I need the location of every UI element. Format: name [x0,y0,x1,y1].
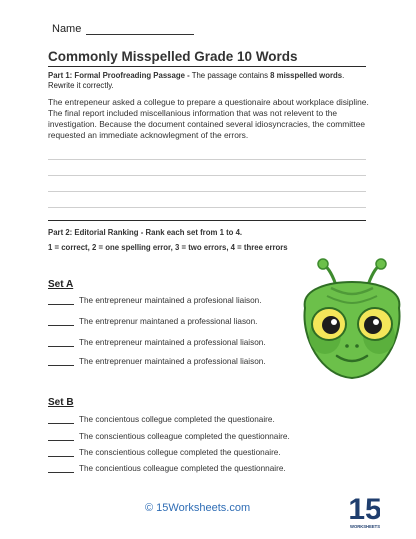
part1-heading-count: 8 misspelled words [270,71,343,80]
rank-blank[interactable] [48,357,74,366]
writing-line[interactable] [48,207,366,208]
set-a-item-text: The entrepreneur maintained a profesional liaison. [79,296,262,305]
writing-line[interactable] [48,159,366,160]
title-divider [48,66,366,67]
set-a-item-text: The entreprenur maintaned a professional liason. [79,317,258,326]
section-divider [48,220,366,221]
rank-blank[interactable] [48,317,74,326]
rank-blank[interactable] [48,432,74,441]
grasshopper-mascot-icon [291,258,413,387]
rank-blank[interactable] [48,415,74,424]
set-a-item-text: The entrepreneur maintained a professional liaison. [79,338,266,347]
set-b-title: Set B [48,397,74,408]
set-a-item [48,317,257,326]
rank-blank[interactable] [48,448,74,457]
set-b-item-text: The concientous collegue completed the questionaire. [79,415,275,424]
writing-line[interactable] [48,191,366,192]
set-a-item [48,338,266,347]
part1-heading-text1: The passage contains [189,71,271,80]
logo-word: WORKSHEETS [350,524,380,529]
rank-blank[interactable] [48,464,74,473]
set-a-item [48,296,262,305]
part1-heading-bold: Part 1: Formal Proofreading Passage - [48,71,190,80]
part1-heading [48,71,368,91]
set-a-title: Set A [48,279,74,290]
logo-number: 15 [350,493,380,526]
worksheets-logo [350,487,380,536]
writing-line[interactable] [48,175,366,176]
set-b-item [48,415,275,424]
set-b-item-text: The concientious colleague completed the questionnaire. [79,464,286,473]
name-blank-line[interactable] [86,24,194,35]
set-b-item-text: The conscientious collegue completed the questionaire. [79,448,281,457]
proofreading-passage: The entrepeneur asked a collegue to prepare a questionaire about workplace disipline. The final report included miscellanious information that was not relevent to the investigation. Because the document contained several idiosyncracies, the committee requested an immediate acknowlegment of the errors. [48,97,369,140]
copyright-footer[interactable]: © 15Worksheets.com [145,502,251,514]
rank-blank[interactable] [48,296,74,305]
part2-heading: Part 2: Editorial Ranking - Rank each set from 1 to 4. [48,228,243,237]
rank-blank[interactable] [48,338,74,347]
name-field [52,23,194,35]
set-b-item-text: The conscientious colleague completed the questionnaire. [79,432,290,441]
name-label: Name [52,23,82,35]
set-b-item [48,432,290,441]
part1-heading-text2: . Rewrite it correctly. [48,71,345,90]
set-a-item [48,357,266,366]
set-a-item-text: The entreprenuer maintained a professional liaison. [79,357,266,366]
ranking-scale: 1 = correct, 2 = one spelling error, 3 = two errors, 4 = three errors [48,243,288,252]
set-b-item [48,464,286,473]
worksheet-title: Commonly Misspelled Grade 10 Words [48,49,298,64]
set-b-item [48,448,281,457]
